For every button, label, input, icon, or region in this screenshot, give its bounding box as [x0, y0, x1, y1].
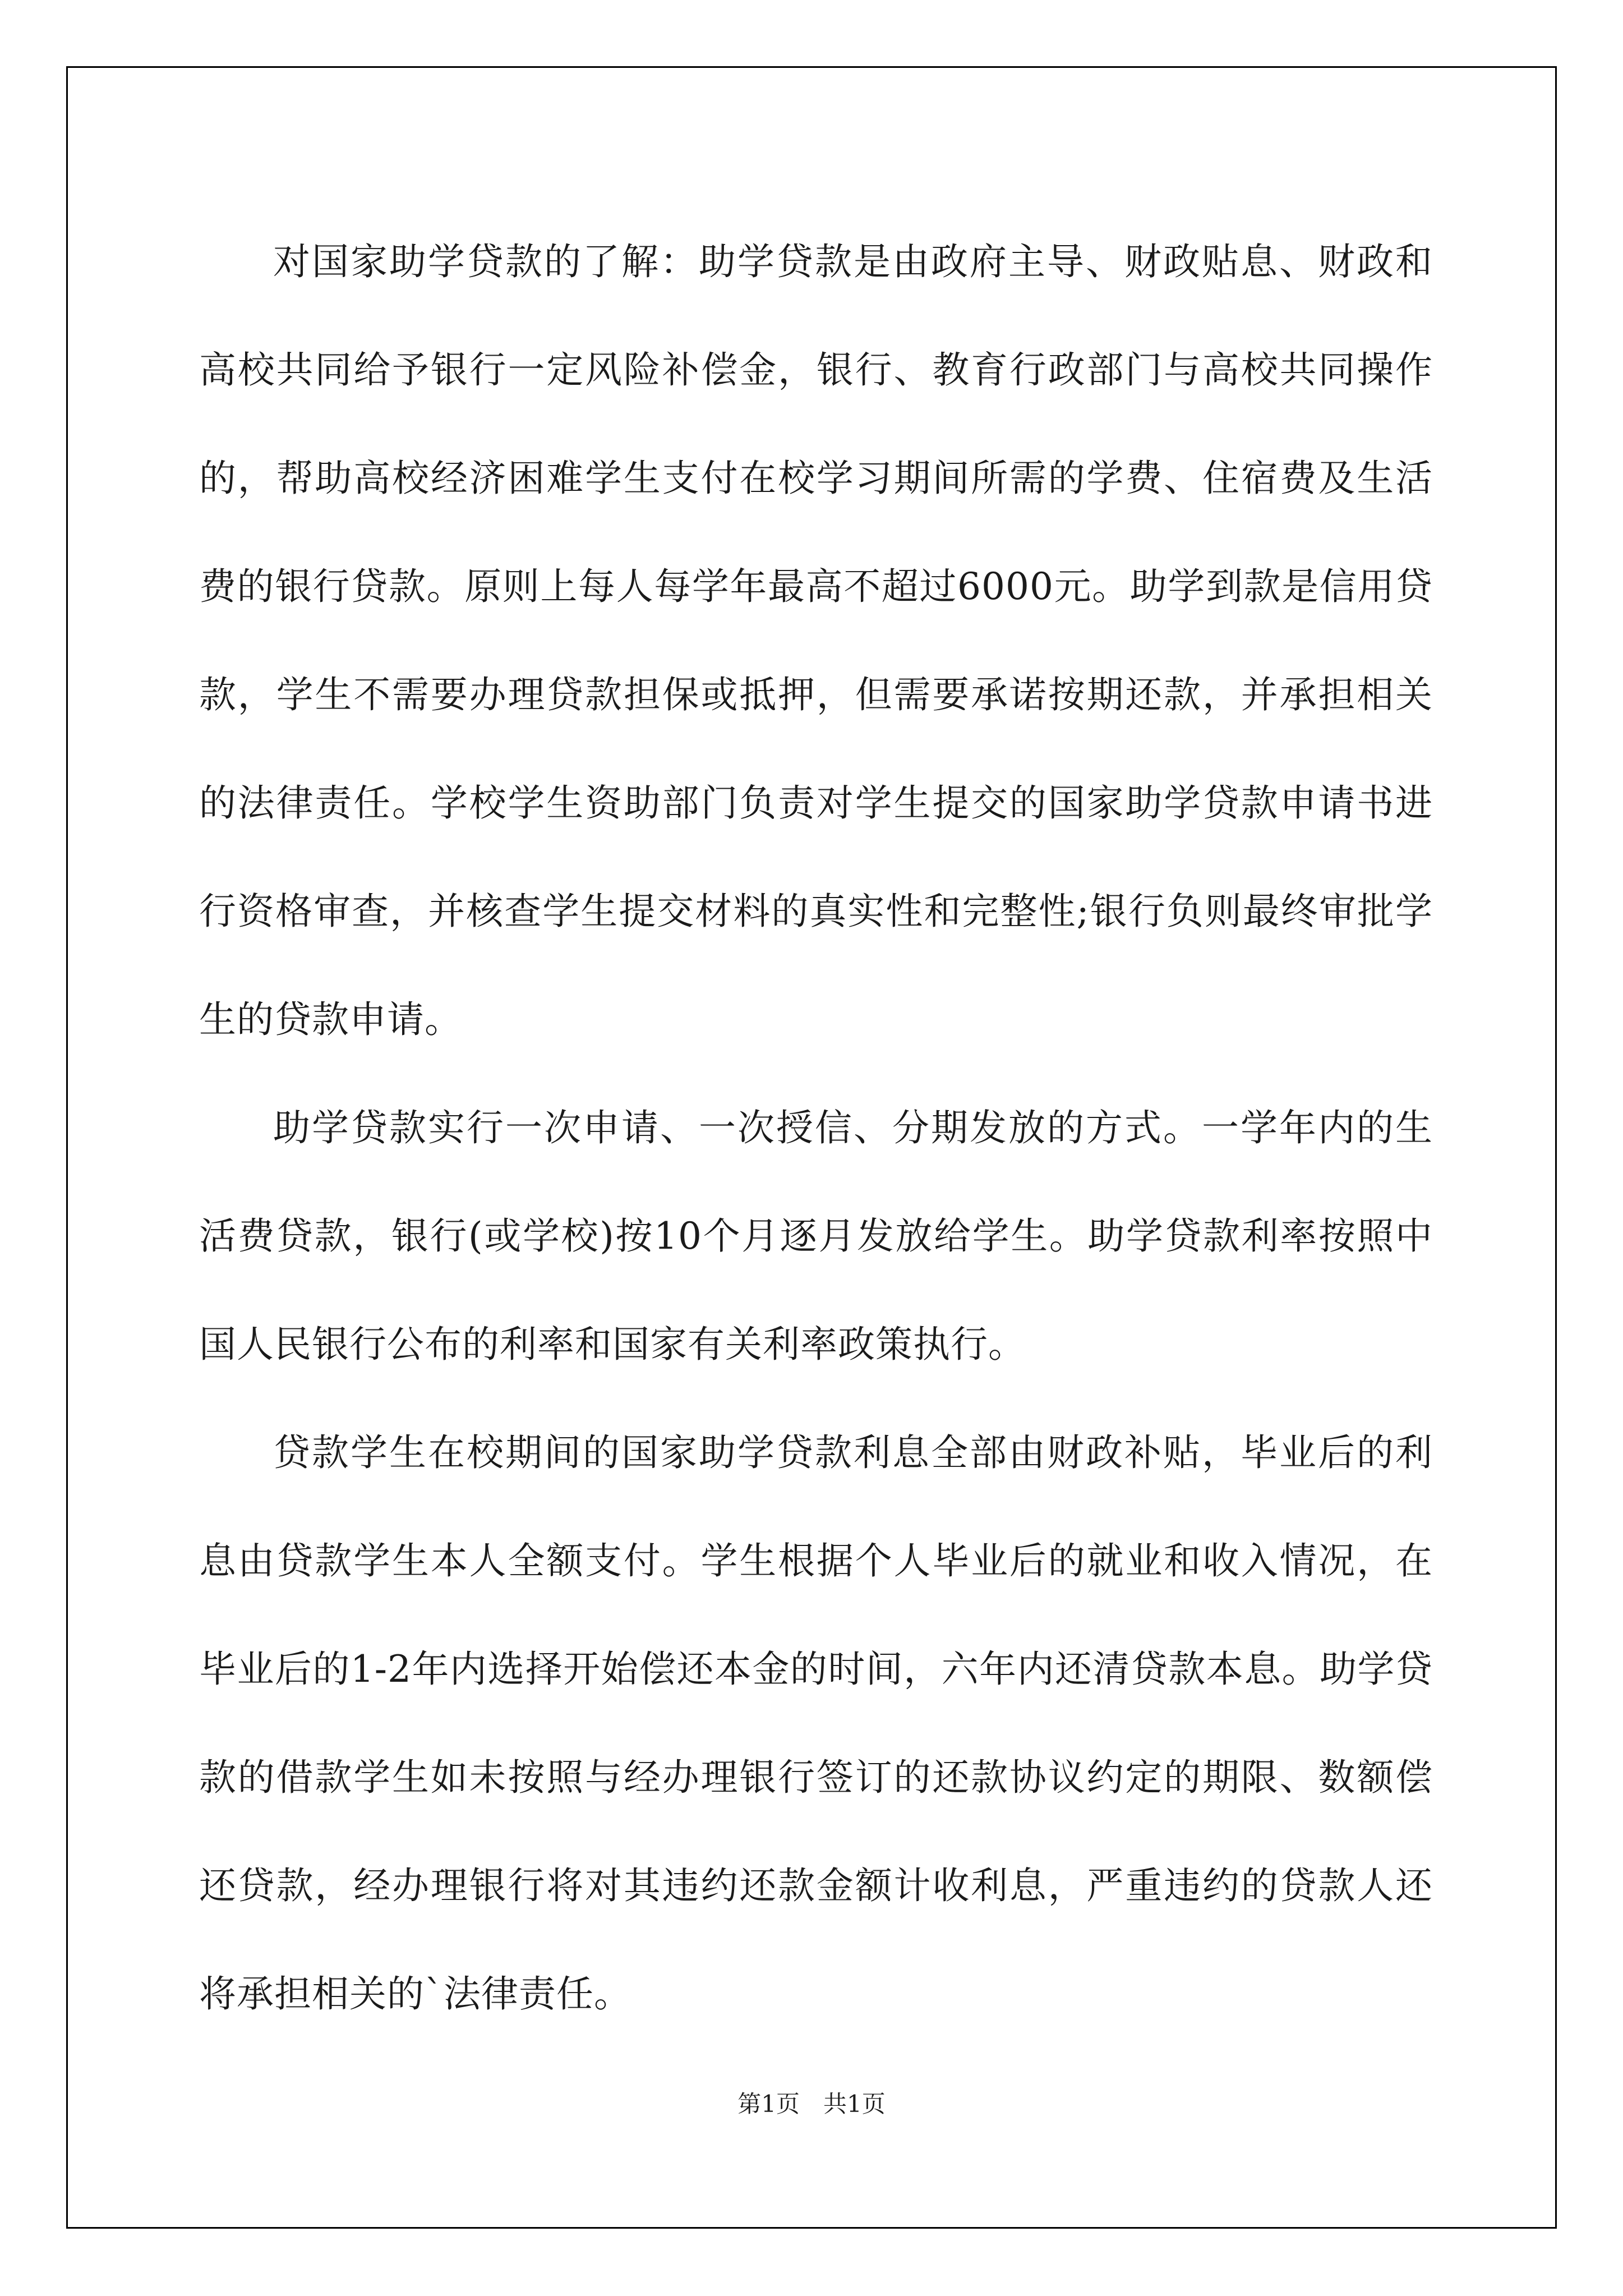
- page-number-total: 共1页: [823, 2090, 886, 2118]
- page-footer: [0, 2086, 1623, 2119]
- page-number-current: 第1页: [737, 2090, 800, 2118]
- document-body: [199, 208, 1433, 2048]
- paragraph-disbursement: 助学贷款实行一次申请、一次授信、分期发放的方式。一学年内的生活费贷款，银行(或学校)按10个月逐月发放给学生。助学贷款利率按照中国人民银行公布的利率和国家有关利率政策执行。: [199, 1106, 1433, 1366]
- paragraph-repayment: 贷款学生在校期间的国家助学贷款利息全部由财政补贴，毕业后的利息由贷款学生本人全额支付。学生根据个人毕业后的就业和收入情况，在毕业后的1-2年内选择开始偿还本金的时间，六年内还清贷款本息。助学贷款的借款学生如未按照与经办理银行签订的还款协议约定的期限、数额偿还贷款，经办理银行将对其违约还款金额计收利息，严重违约的贷款人还将承担相关的`法律责任。: [199, 1431, 1433, 2016]
- paragraph-loan-overview: 对国家助学贷款的了解：助学贷款是由政府主导、财政贴息、财政和高校共同给予银行一定风险补偿金，银行、教育行政部门与高校共同操作的，帮助高校经济困难学生支付在校学习期间所需的学费、住宿费及生活费的银行贷款。原则上每人每学年最高不超过6000元。助学到款是信用贷款，学生不需要办理贷款担保或抵押，但需要承诺按期还款，并承担相关的法律责任。学校学生资助部门负责对学生提交的国家助学贷款申请书进行资格审查，并核查学生提交材料的真实性和完整性;银行负则最终审批学生的贷款申请。: [199, 240, 1433, 1041]
